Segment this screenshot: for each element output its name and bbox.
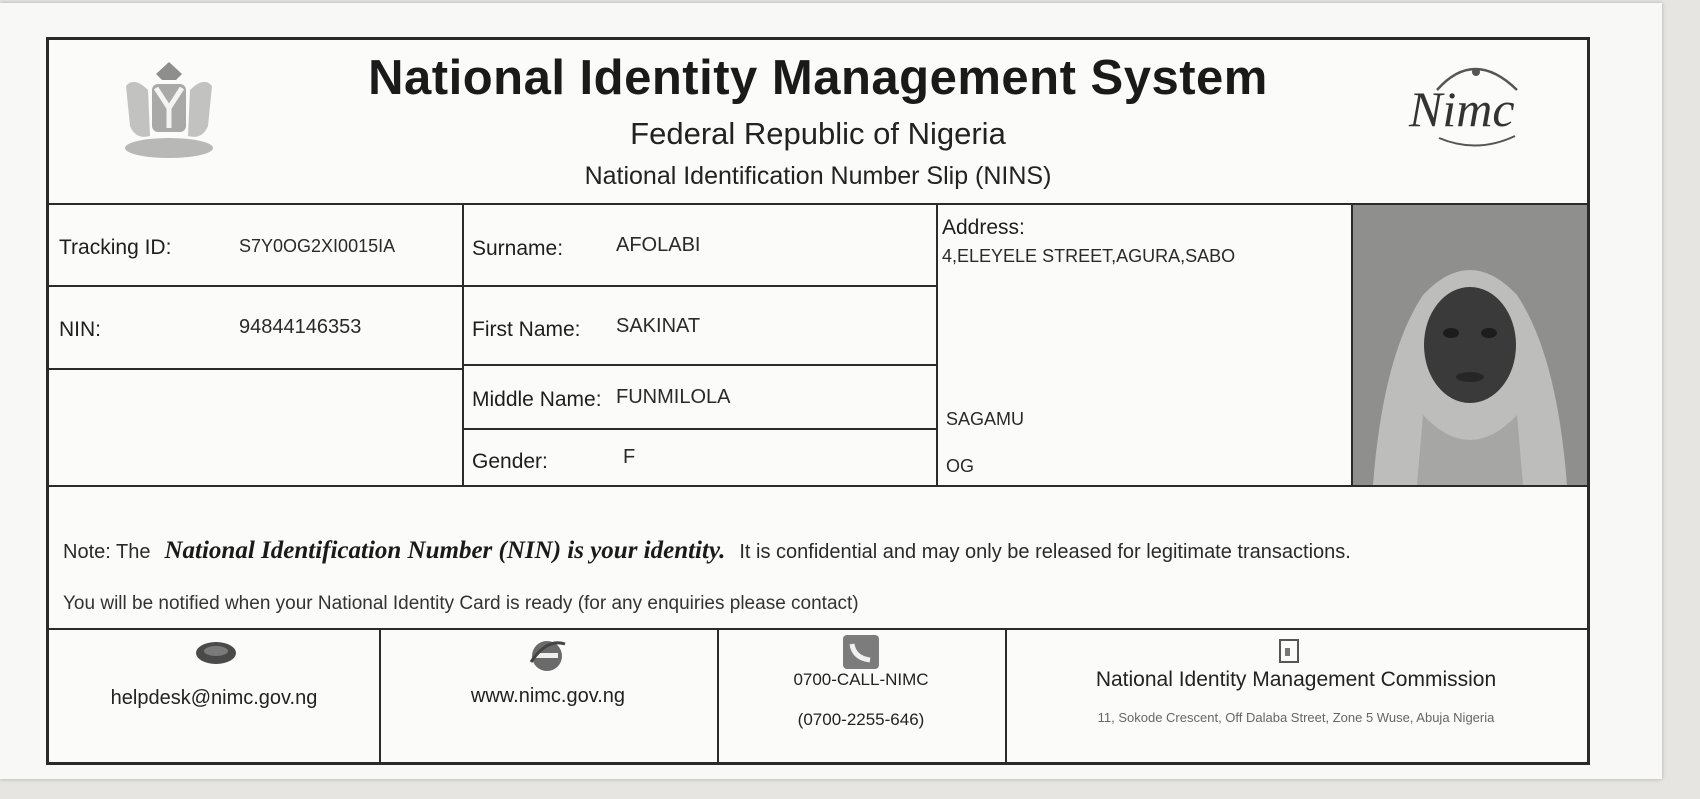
note-prefix: Note: The <box>63 541 151 563</box>
surname-value: AFOLABI <box>616 234 701 256</box>
address-line: 4,ELEYELE STREET,AGURA,SABO <box>942 246 1236 266</box>
portrait-image <box>1353 205 1587 485</box>
phone-icon <box>842 634 880 670</box>
country-subtitle: Federal Republic of Nigeria <box>630 116 1006 151</box>
middle-name-label: Middle Name: <box>472 388 602 411</box>
address-city: SAGAMU <box>946 409 1025 429</box>
nin-slip-paper <box>0 3 1662 779</box>
passport-photo <box>1353 205 1587 485</box>
gender-value: F <box>623 446 636 468</box>
divider <box>1005 628 1007 762</box>
helpdesk-email-link[interactable]: helpdesk@nimc.gov.ng <box>110 687 318 709</box>
nimc-logo-text: Nimc <box>1409 81 1515 137</box>
note-emphasis: National Identification Number (NIN) is your identity. <box>164 537 726 564</box>
website-link[interactable]: www.nimc.gov.ng <box>470 685 626 707</box>
phone-number-primary: 0700-CALL-NIMC <box>793 670 929 689</box>
phone-number-secondary: (0700-2255-646) <box>797 710 925 729</box>
note-line <box>63 537 1351 565</box>
notification-line: You will be notified when your National Identity Card is ready (for any enquiries please contact) <box>63 593 859 614</box>
gender-label: Gender: <box>472 450 548 473</box>
page-title: National Identity Management System <box>368 51 1268 105</box>
first-name-value: SAKINAT <box>616 315 701 337</box>
nin-value: 94844146353 <box>239 316 362 338</box>
internet-explorer-icon <box>527 636 567 676</box>
commission-name: National Identity Management Commission <box>1095 668 1497 691</box>
divider <box>717 628 719 762</box>
divider <box>49 368 462 370</box>
slip-title: National Identification Number Slip (NINS) <box>584 162 1052 190</box>
surname-label: Surname: <box>472 237 564 260</box>
nin-slip-card <box>46 37 1590 765</box>
commission-address: 11, Sokode Crescent, Off Dalaba Street, Zone 5 Wuse, Abuja Nigeria <box>1097 710 1495 725</box>
address-label: Address: <box>942 216 1025 239</box>
divider <box>462 364 936 366</box>
divider <box>936 203 938 487</box>
divider <box>462 203 464 487</box>
tracking-id-label: Tracking ID: <box>59 236 172 259</box>
divider <box>49 285 936 287</box>
divider <box>462 428 936 430</box>
note-suffix: It is confidential and may only be released for legitimate transactions. <box>739 541 1351 563</box>
middle-name-value: FUNMILOLA <box>616 386 731 408</box>
email-icon <box>194 640 238 666</box>
building-icon <box>1277 634 1301 664</box>
address-state: OG <box>946 456 975 476</box>
divider <box>49 628 1587 630</box>
first-name-label: First Name: <box>472 318 581 341</box>
divider <box>49 485 1587 487</box>
nin-label: NIN: <box>59 318 101 341</box>
tracking-id-value: S7Y0OG2XI0015IA <box>239 236 396 256</box>
